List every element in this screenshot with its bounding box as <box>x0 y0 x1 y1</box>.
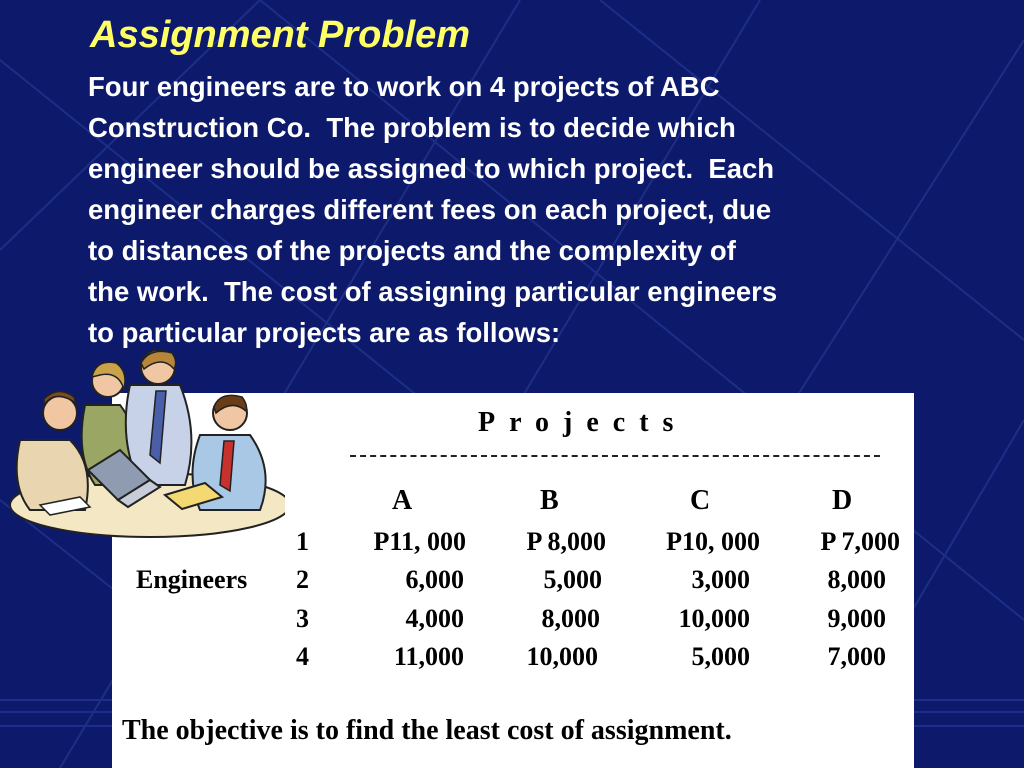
cost-cell: 10,000 <box>678 604 750 633</box>
cost-cell: P11, 000 <box>373 527 466 556</box>
column-header: A <box>392 485 413 516</box>
description-line: Construction Co. The problem is to decide which <box>88 112 736 143</box>
cost-cell: 8,000 <box>541 604 600 633</box>
row-label: 4 <box>296 642 309 671</box>
description-line: engineer charges different fees on each project, due <box>88 194 772 225</box>
cost-cell: 8,000 <box>827 565 886 594</box>
cost-cell: 7,000 <box>827 642 886 671</box>
cost-cell: 11,000 <box>393 642 464 671</box>
problem-description <box>88 66 968 353</box>
cost-cell: 10,000 <box>526 642 598 671</box>
description-line: to distances of the projects and the complexity of <box>88 235 736 266</box>
description-line: the work. The cost of assigning particular engineers <box>88 276 778 307</box>
cost-cell: P 8,000 <box>526 527 606 556</box>
column-header: D <box>832 485 853 516</box>
cost-cell: 5,000 <box>543 565 602 594</box>
objective-statement: The objective is to find the least cost of assignment. <box>122 715 732 746</box>
cost-cell: 3,000 <box>691 565 750 594</box>
description-line: to particular projects are as follows: <box>88 317 561 348</box>
cost-cell: P10, 000 <box>666 527 760 556</box>
row-label: 2 <box>296 565 309 594</box>
column-header: C <box>690 485 711 516</box>
projects-heading: Projects <box>478 407 688 438</box>
row-label: 3 <box>296 604 309 633</box>
cost-cell: 9,000 <box>827 604 886 633</box>
column-header: B <box>540 485 559 516</box>
cost-cell: 4,000 <box>405 604 464 633</box>
description-line: Four engineers are to work on 4 projects of ABC <box>88 71 720 102</box>
description-line: engineer should be assigned to which project. Each <box>88 153 775 184</box>
slide-title: Assignment Problem <box>90 14 471 56</box>
cost-cell: P 7,000 <box>820 527 900 556</box>
row-label: 1 <box>296 527 309 556</box>
engineers-label: Engineers <box>136 565 248 594</box>
cost-cell: 5,000 <box>691 642 750 671</box>
heading-divider <box>350 455 880 457</box>
engineers-meeting-clipart <box>0 345 285 540</box>
cost-cell: 6,000 <box>405 565 464 594</box>
